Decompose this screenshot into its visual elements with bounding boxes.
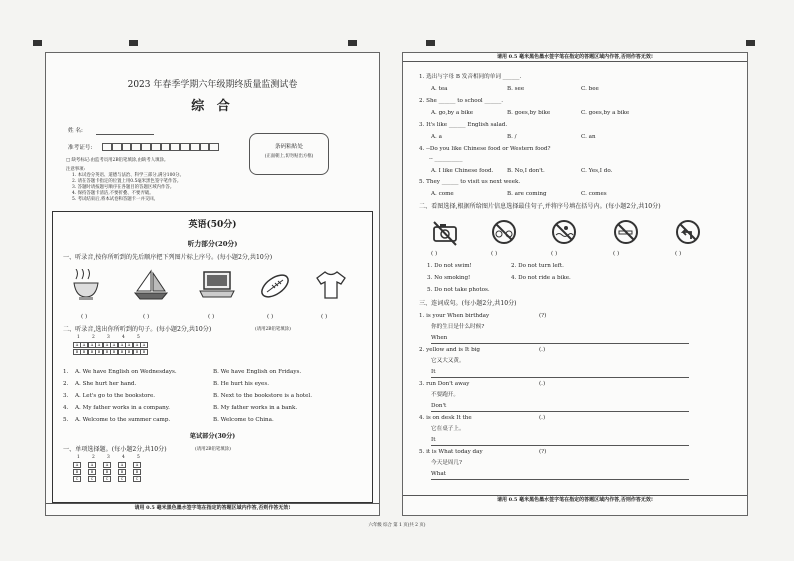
option-a: A. Let's go to the bookstore. <box>75 393 156 399</box>
registration-mark <box>33 40 42 46</box>
answer-bubble[interactable]: B <box>103 469 111 475</box>
exam-number-label: 准考证号: <box>68 145 93 151</box>
mc-option[interactable]: B. are coming <box>507 191 547 197</box>
option-a: A. Welcome to the summer camp. <box>75 417 171 423</box>
option-b: B. We have English on Fridays. <box>213 369 302 375</box>
scrambled-words: 1. is your When birthday <box>419 313 490 319</box>
item-number: 3. <box>63 393 69 399</box>
answer-bubble[interactable]: A <box>103 342 111 348</box>
scrambled-words: 3. run Don't away <box>419 381 470 387</box>
chinese-hint: 今天是周几? <box>431 460 462 466</box>
scrambled-words: 5. it is What today day <box>419 449 483 455</box>
item-number: 5. <box>63 417 69 423</box>
sign-answer-blank[interactable]: ( ) <box>613 251 620 257</box>
registration-mark <box>746 40 755 46</box>
sentence-start: It <box>431 369 436 375</box>
option-b: B. Welcome to China. <box>213 417 274 423</box>
sign-answer-blank[interactable]: ( ) <box>551 251 558 257</box>
answer-line[interactable] <box>431 377 689 378</box>
right-answer-sheet <box>402 52 748 516</box>
answer-bubble[interactable]: A <box>118 342 126 348</box>
exam-number-field[interactable] <box>102 143 219 151</box>
picture-answer-blank[interactable]: ( ) <box>321 314 328 320</box>
barcode-title: 条码粘贴处 <box>275 144 303 150</box>
mc-option[interactable]: A. go,by a bike <box>431 110 474 116</box>
note-item: 5. 考试结束后,将本试卷和答题卡一并交回。 <box>72 197 159 202</box>
mc-option[interactable]: A. tea <box>431 86 448 92</box>
no-swimming-icon <box>551 219 577 245</box>
question-1-instruction: 一、听录音,按你所听到的先后顺序把下列图片标上序号。(每小题2分,共10分) <box>63 254 273 261</box>
answer-bubble[interactable]: C <box>103 476 111 482</box>
option-a: A. We have English on Wednesdays. <box>75 369 177 375</box>
chinese-hint: 不要跑开。 <box>431 392 459 398</box>
punctuation-hint: (.) <box>539 381 546 387</box>
answer-bubble[interactable]: A <box>110 342 118 348</box>
notes-heading: 注意事项: <box>66 167 86 172</box>
answer-bubble[interactable]: C <box>73 476 81 482</box>
answer-bubble[interactable]: B <box>133 469 141 475</box>
answer-bubble[interactable]: B <box>103 349 111 355</box>
option-a: A. My father works in a company. <box>75 405 170 411</box>
punctuation-hint: (.) <box>539 415 546 421</box>
answer-bubble[interactable]: A <box>95 342 103 348</box>
sentence-start: What <box>431 471 446 477</box>
mc-option[interactable]: B. / <box>507 134 517 140</box>
sign-option: 3. No smoking! <box>427 275 471 281</box>
bubble-col-number: 1 <box>77 335 80 340</box>
sign-option: 2. Do not turn left. <box>511 263 564 269</box>
picture-answer-blank[interactable]: ( ) <box>267 314 274 320</box>
note-item: 4. 保持答题卡清洁,不要折叠、不要弄破。 <box>72 191 154 196</box>
mc-option[interactable]: A. a <box>431 134 442 140</box>
no-bike-icon <box>491 219 517 245</box>
answer-bubble[interactable]: A <box>140 342 148 348</box>
item-number: 2. <box>63 381 69 387</box>
sign-option: 1. Do not swim! <box>427 263 472 269</box>
written-title: 笔试部分(30分) <box>189 433 236 440</box>
mc-question: 1. 选出与字母 B 发音相同的单词 ______. <box>419 74 522 80</box>
english-section <box>52 211 373 503</box>
item-number: 1. <box>63 369 69 375</box>
sailboat-picture <box>133 269 169 303</box>
written-bubble-grid <box>73 456 149 490</box>
picture-answer-blank[interactable]: ( ) <box>208 314 215 320</box>
answer-bubble[interactable]: C <box>133 476 141 482</box>
option-a: A. She hurt her hand. <box>75 381 137 387</box>
registration-mark <box>129 40 138 46</box>
absent-note: □ 缺考标记:由监考员用2B铅笔填涂,由缺考人填涂。 <box>66 158 169 163</box>
right-header-warning: 请用 0.5 毫米黑色墨水签字笔在指定的答题区域内作答,否则作答无效! <box>403 53 747 62</box>
sign-option: 5. Do not take photos. <box>427 287 490 293</box>
option-b: B. Next to the bookstore is a hotel. <box>213 393 312 399</box>
picture-answer-blank[interactable]: ( ) <box>81 314 88 320</box>
answer-bubble[interactable]: B <box>73 469 81 475</box>
mc-question: 3. It's like ______ English salad. <box>419 122 508 128</box>
answer-bubble[interactable]: A <box>80 342 88 348</box>
note-item: 1. 本试卷分英语、道德与法治、科学三部分,满分100分。 <box>72 173 184 178</box>
registration-mark <box>426 40 435 46</box>
barcode-note: (正面朝上,切勿贴出方框) <box>264 154 314 159</box>
bubble-col-number: 4 <box>122 335 125 340</box>
answer-bubble[interactable]: B <box>133 349 141 355</box>
mc-answer-line: -- __________ <box>429 156 463 162</box>
mc-option[interactable]: C. comes <box>581 191 607 197</box>
answer-bubble[interactable]: B <box>140 349 148 355</box>
sentence-start: Don't <box>431 403 447 409</box>
option-b: B. He hurt his eyes. <box>213 381 270 387</box>
mc-option[interactable]: C. an <box>581 134 596 140</box>
exam-title: 2023 年春季学期六年级期终质量监测试卷 <box>127 80 298 90</box>
answer-bubble[interactable]: A <box>118 462 126 468</box>
sentence-start: When <box>431 335 448 341</box>
answer-line[interactable] <box>431 343 689 344</box>
item-number: 4. <box>63 405 69 411</box>
note-item: 2. 请在答题卡指定的位置上用0.5毫米黑色签字笔作答。 <box>72 179 182 184</box>
answer-bubble[interactable]: B <box>73 349 81 355</box>
chinese-hint: 它在桌子上。 <box>431 426 465 432</box>
answer-bubble[interactable]: B <box>110 349 118 355</box>
registration-mark <box>348 40 357 46</box>
laptop-picture <box>199 270 235 302</box>
left-answer-sheet <box>45 52 380 516</box>
answer-line[interactable] <box>431 411 689 412</box>
sign-answer-blank[interactable]: ( ) <box>491 251 498 257</box>
mc-option[interactable]: C. goes,by a bike <box>581 110 630 116</box>
answer-bubble[interactable]: B <box>95 349 103 355</box>
english-title: 英语(50分) <box>188 220 237 230</box>
answer-bubble[interactable]: C <box>118 476 126 482</box>
answer-bubble[interactable]: B <box>88 469 96 475</box>
sentence-start: It <box>431 437 436 443</box>
bubble-col-number: 5 <box>137 335 140 340</box>
mc-option[interactable]: B. goes,by bike <box>507 110 551 116</box>
bubble-col-number: 2 <box>92 455 95 460</box>
answer-line[interactable] <box>431 445 689 446</box>
punctuation-hint: (.) <box>539 347 546 353</box>
listening-bubble-grid <box>73 336 149 362</box>
name-field[interactable] <box>96 134 154 135</box>
answer-bubble[interactable]: B <box>118 469 126 475</box>
section-2-instruction: 二、看图选择,根据所给图片信息选择最佳句子,并将序号填在括号内。(每小题2分,共10分) <box>419 203 661 210</box>
answer-bubble[interactable]: C <box>88 476 96 482</box>
no-left-turn-icon <box>675 219 701 245</box>
sign-answer-blank[interactable]: ( ) <box>675 251 682 257</box>
right-footer-warning: 请用 0.5 毫米黑色墨水签字笔在指定的答题区域内作答,否则作答无效! <box>403 495 747 504</box>
answer-line[interactable] <box>431 479 689 480</box>
bubble-col-number: 3 <box>107 335 110 340</box>
mc-option[interactable]: A. I like Chinese food. <box>431 168 494 174</box>
left-footer-warning: 请用 0.5 毫米黑色墨水签字笔在指定的答题区域内作答,否则作答无效! <box>46 503 379 512</box>
option-b: B. My father works in a bank. <box>213 405 298 411</box>
scrambled-words: 2. yellow and is It big <box>419 347 481 353</box>
bubble-col-number: 3 <box>107 455 110 460</box>
mc-option[interactable]: C. Yes,I do. <box>581 168 613 174</box>
question-2-instruction: 二、听录音,选出你所听到的句子。(每小题2分,共10分) <box>63 326 212 333</box>
answer-bubble[interactable]: A <box>88 342 96 348</box>
answer-bubble[interactable]: A <box>88 462 96 468</box>
answer-bubble[interactable]: B <box>125 349 133 355</box>
question-3-note: (请用2B铅笔填涂) <box>195 447 231 452</box>
answer-bubble[interactable]: A <box>125 342 133 348</box>
bubble-col-number: 5 <box>137 455 140 460</box>
answer-bubble[interactable]: B <box>88 349 96 355</box>
sign-option: 4. Do not ride a bike. <box>511 275 571 281</box>
answer-bubble[interactable]: A <box>103 462 111 468</box>
mc-option[interactable]: B. No,I don't. <box>507 168 545 174</box>
punctuation-hint: (?) <box>539 449 547 455</box>
mc-question: 4. --Do you like Chinese food or Western food? <box>419 146 551 152</box>
chinese-hint: 它又大又黄。 <box>431 358 465 364</box>
subject-title: 综 合 <box>191 99 234 114</box>
noodle-bowl-picture <box>73 269 99 303</box>
answer-bubble[interactable]: B <box>80 349 88 355</box>
question-2-note: (请用2B铅笔填涂) <box>255 327 291 332</box>
mc-option[interactable]: B. see <box>507 86 525 92</box>
section-3-instruction: 三、连词成句。(每小题2分,共10分) <box>419 300 517 307</box>
bubble-col-number: 1 <box>77 455 80 460</box>
no-smoking-icon <box>613 219 639 245</box>
bubble-col-number: 2 <box>92 335 95 340</box>
punctuation-hint: (?) <box>539 313 547 319</box>
scrambled-words: 4. is on desk It the <box>419 415 472 421</box>
mc-question: 5. They ______ to visit us next week. <box>419 179 521 185</box>
mc-question: 2. She ______ to school ______. <box>419 98 504 104</box>
picture-answer-blank[interactable]: ( ) <box>143 314 150 320</box>
chinese-hint: 你的生日是什么时候? <box>431 324 485 330</box>
barcode-area <box>249 133 329 175</box>
mc-option[interactable]: A. come <box>431 191 454 197</box>
page-footer: 六年级 综合 第 1 页(共 2 页) <box>368 523 426 528</box>
sign-answer-blank[interactable]: ( ) <box>431 251 438 257</box>
bubble-col-number: 4 <box>122 455 125 460</box>
rugby-ball-picture <box>258 270 292 302</box>
answer-bubble[interactable]: B <box>118 349 126 355</box>
answer-bubble[interactable]: A <box>73 462 81 468</box>
answer-bubble[interactable]: A <box>73 342 81 348</box>
mc-option[interactable]: C. bee <box>581 86 599 92</box>
t-shirt-picture <box>315 270 347 300</box>
no-camera-icon <box>431 219 459 247</box>
note-item: 3. 答题时请按题号顺序在各题目的答题区域内作答。 <box>72 185 175 190</box>
answer-bubble[interactable]: A <box>133 462 141 468</box>
name-label: 姓 名: <box>68 128 83 134</box>
listening-title: 听力部分(20分) <box>187 240 238 248</box>
answer-bubble[interactable]: A <box>133 342 141 348</box>
question-3-instruction: 一、单项选择题。(每小题2分,共10分) <box>63 446 167 453</box>
